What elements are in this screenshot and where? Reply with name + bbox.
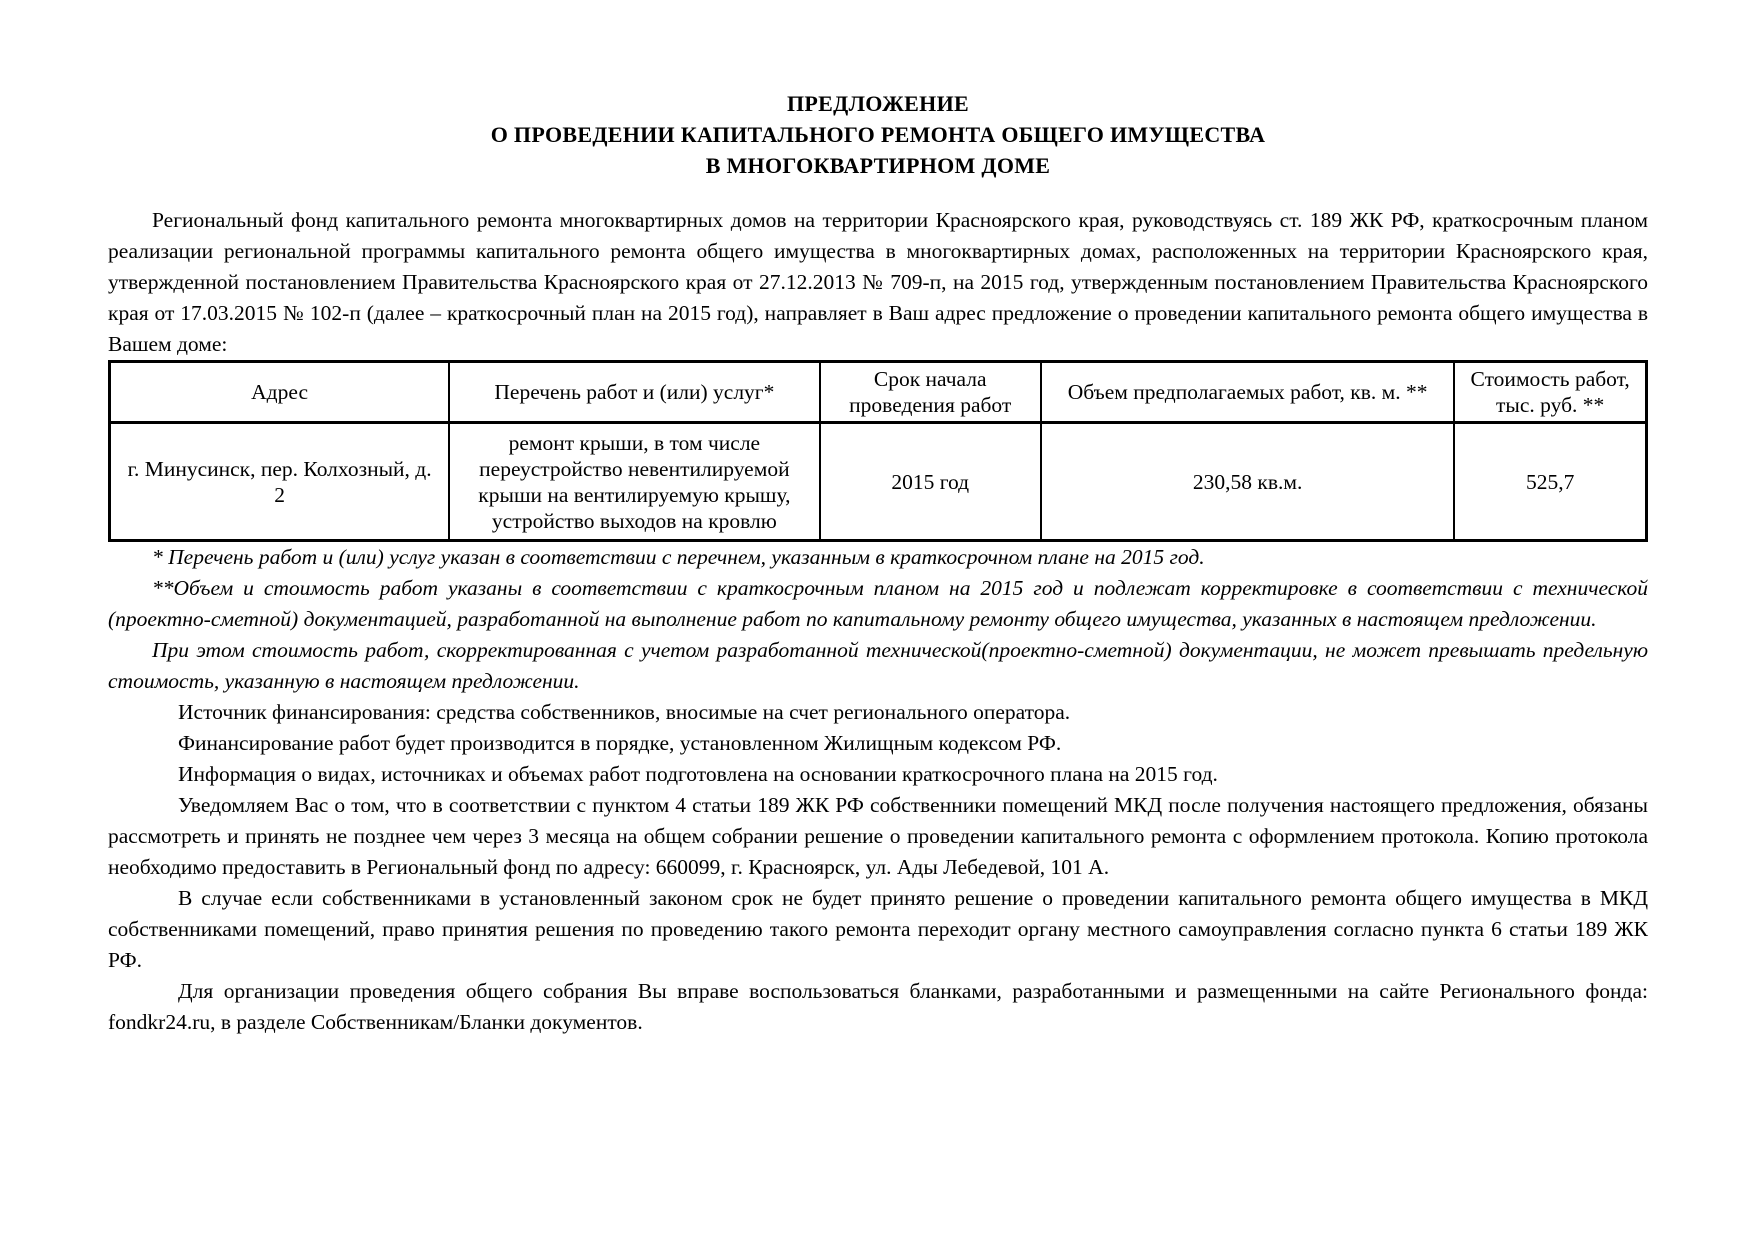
footnote-works-list: * Перечень работ и (или) услуг указан в соответствии с перечнем, указанным в краткосрочном плане на 2015 год. xyxy=(152,545,1205,569)
header-cost: Стоимость работ, тыс. руб. ** xyxy=(1454,362,1646,423)
paragraph-funding-source: Источник финансирования: средства собственников, вносимые на счет регионального оператора. xyxy=(178,700,1071,724)
cell-address: г. Минусинск, пер. Колхозный, д. 2 xyxy=(110,423,450,541)
header-volume: Объем предполагаемых работ, кв. м. ** xyxy=(1041,362,1454,423)
header-address: Адрес xyxy=(110,362,450,423)
cell-cost: 525,7 xyxy=(1454,423,1646,541)
paragraph-no-decision: В случае если собственниками в установленный законом срок не будет принято решение о проведении капитального ремонта общего имущества в МКД собственниками помещений, право принятия решения по проведению такого ремонта переходит органу местного самоуправления согласно пункта 6 статьи 189 ЖК РФ. xyxy=(108,886,1648,972)
document-title xyxy=(108,88,1648,181)
footnote-volume-cost: **Объем и стоимость работ указаны в соответствии с краткосрочным планом на 2015 год и подлежат корректировке в соответствии с технической (проектно-сметной) документацией, разработанной на выполнение работ по капитальному ремонту общего имущества, указанных в настоящем предложении. xyxy=(108,576,1648,631)
title-line-3: В МНОГОКВАРТИРНОМ ДОМЕ xyxy=(705,153,1051,178)
paragraph-funding-order: Финансирование работ будет производится в порядке, установленном Жилищным кодексом РФ. xyxy=(178,731,1062,755)
header-works-list: Перечень работ и (или) услуг* xyxy=(449,362,819,423)
paragraph-notification: Уведомляем Вас о том, что в соответствии с пунктом 4 статьи 189 ЖК РФ собственники помещений МКД после получения настоящего предложения, обязаны рассмотреть и принять не позднее чем через 3 месяца на общем собрании решение о проведении капитального ремонта с оформлением протокола. Копию протокола необходимо предоставить в Региональный фонд по адресу: 660099, г. Красноярск, ул. Ады Лебедевой, 101 А. xyxy=(108,793,1648,879)
table-row xyxy=(110,423,1647,541)
footnote-cost-limit: При этом стоимость работ, скорректированная с учетом разработанной технической(проектно-сметной) документации, не может превышать предельную стоимость, указанную в настоящем предложении. xyxy=(108,638,1648,693)
paragraph-info-basis: Информация о видах, источниках и объемах работ подготовлена на основании краткосрочного плана на 2015 год. xyxy=(178,762,1218,786)
cell-volume: 230,58 кв.м. xyxy=(1041,423,1454,541)
intro-block xyxy=(108,205,1648,360)
intro-paragraph: Региональный фонд капитального ремонта многоквартирных домов на территории Красноярского края, руководствуясь ст. 189 ЖК РФ, краткосрочным планом реализации региональной программы капитального ремонта общего имущества в многоквартирных домах, расположенных на территории Красноярского края, утвержденной постановлением Правительства Красноярского края от 27.12.2013 № 709-п, на 2015 год, утвержденным постановлением Правительства Красноярского края от 17.03.2015 № 102-п (далее – краткосрочный план на 2015 год), направляет в Ваш адрес предложение о проведении капитального ремонта общего имущества в Вашем доме: xyxy=(108,208,1648,356)
title-line-1: ПРЕДЛОЖЕНИЕ xyxy=(787,91,969,116)
cell-works-list: ремонт крыши, в том числе переустройство невентилируемой крыши на вентилируемую крышу, устройство выходов на кровлю xyxy=(449,423,819,541)
works-table xyxy=(108,360,1648,542)
header-start-term: Срок начала проведения работ xyxy=(820,362,1041,423)
title-line-2: О ПРОВЕДЕНИИ КАПИТАЛЬНОГО РЕМОНТА ОБЩЕГО ИМУЩЕСТВА xyxy=(490,122,1266,147)
works-table-header-row xyxy=(110,362,1647,423)
paragraph-meeting-forms: Для организации проведения общего собрания Вы вправе воспользоваться бланками, разработанными и размещенными на сайте Регионального фонда: fondkr24.ru, в разделе Собственникам/Бланки документов. xyxy=(108,979,1648,1034)
cell-start-term: 2015 год xyxy=(820,423,1041,541)
